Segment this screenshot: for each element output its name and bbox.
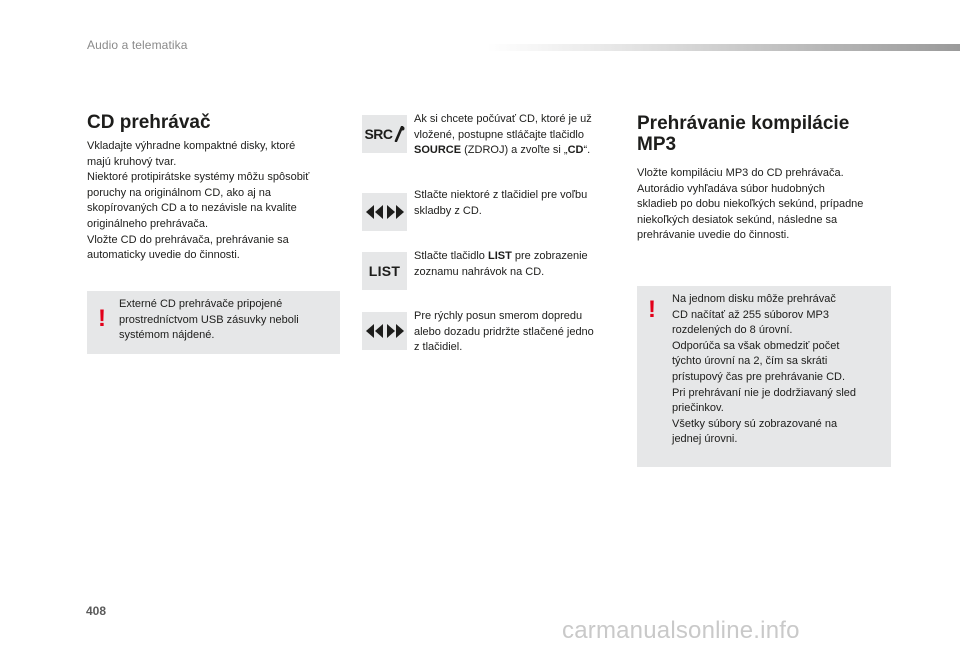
text-line: skopírovaných CD a to nezávisle na kvalite <box>87 202 297 215</box>
cd-option-name: CD <box>567 144 584 157</box>
text-line: Pri prehrávaní nie je dodržiavaný sled <box>672 386 857 399</box>
heading-line: Prehrávanie kompilácie <box>637 113 850 134</box>
text-line: Niektoré protipirátske systémy môžu spôsobiť <box>87 171 310 184</box>
text-line: Všetky súbory sú zobrazované na <box>672 417 838 430</box>
mp3-warning-box <box>637 286 891 467</box>
step-fast-seek-text <box>414 309 624 356</box>
text-line: Pre rýchly posun smerom dopredu <box>414 310 583 322</box>
step-track-select-text <box>414 188 624 219</box>
mp3-paragraph <box>637 166 887 244</box>
text-line: Ak si chcete počúvať CD, ktoré je už <box>414 113 592 125</box>
warning-text <box>672 292 884 448</box>
list-button-name: LIST <box>487 250 512 262</box>
text-line: jednej úrovni. <box>672 433 738 446</box>
text-fragment: “. <box>583 144 591 157</box>
list-label: LIST <box>368 263 401 279</box>
text-line: vložené, postupne stláčajte tlačidlo <box>414 128 584 141</box>
text-line <box>414 249 624 265</box>
cd-player-heading: CD prehrávač <box>87 112 211 133</box>
prev-next-arrows-glyph <box>365 204 405 220</box>
section-title: Audio a telematika <box>87 38 188 52</box>
text-line: niekoľkých desiatok sekúnd, následne sa <box>637 213 838 226</box>
step-list-text <box>414 249 624 280</box>
warning-exclamation-icon: ! <box>648 296 656 323</box>
warning-exclamation-icon: ! <box>98 305 106 332</box>
text-line: originálneho prehrávača. <box>87 217 209 230</box>
header-gradient-bar <box>487 44 960 51</box>
text-line: Externé CD prehrávače pripojené <box>119 298 283 310</box>
text-line: Vložte kompiláciu MP3 do CD prehrávača. <box>637 167 844 179</box>
text-line: Odporúča sa však obmedziť počet <box>672 339 840 352</box>
list-button-icon <box>362 252 407 290</box>
seek-arrows-glyph <box>365 323 405 339</box>
warning-text <box>119 297 331 344</box>
text-fragment: (ZDROJ) a zvoľte si „ <box>461 144 568 157</box>
track-select-arrows-icon <box>362 193 407 231</box>
fast-seek-arrows-icon <box>362 312 407 350</box>
text-line: automaticky uvedie do činnosti. <box>87 249 240 262</box>
text-line: alebo dozadu pridržte stlačené jedno <box>414 325 594 338</box>
phone-slash-glyph <box>393 126 405 142</box>
text-line: majú kruhový tvar. <box>87 155 177 168</box>
text-line: rozdelených do 8 úrovní. <box>672 324 793 337</box>
text-fragment: pre zobrazenie <box>511 250 588 262</box>
text-line: skladieb po dobu niekoľkých sekúnd, prípadne <box>637 198 864 211</box>
text-line: prostredníctvom USB zásuvky neboli <box>119 313 299 326</box>
text-line: Stlačte niektoré z tlačidiel pre voľbu <box>414 189 588 201</box>
src-label: SRC <box>364 126 393 142</box>
text-line: Vložte CD do prehrávača, prehrávanie sa <box>87 233 289 246</box>
text-line: Na jednom disku môže prehrávač <box>672 293 836 305</box>
text-line: skladby z CD. <box>414 204 482 217</box>
text-line: týchto úrovní na 2, čím sa skráti <box>672 355 828 368</box>
text-line: priečinkov. <box>672 402 724 415</box>
text-line: Vkladajte výhradne kompaktné disky, ktoré <box>87 140 296 152</box>
usb-cd-warning-box <box>87 291 340 354</box>
text-line: prístupový čas pre prehrávanie CD. <box>672 370 846 383</box>
src-button-icon <box>362 115 407 153</box>
step-source-text <box>414 112 624 159</box>
source-button-name: SOURCE <box>414 144 462 157</box>
heading-line: MP3 <box>637 134 677 155</box>
text-line <box>414 143 624 159</box>
text-line: systémom nájdené. <box>119 329 215 342</box>
mp3-heading <box>637 113 897 155</box>
text-line: poruchy na originálnom CD, ako aj na <box>87 186 272 199</box>
text-line: prehrávanie uvedie do činnosti. <box>637 229 790 242</box>
text-line: CD načítať až 255 súborov MP3 <box>672 308 829 321</box>
cd-player-paragraph <box>87 139 337 264</box>
text-line: z tlačidiel. <box>414 341 463 354</box>
page-number: 408 <box>86 604 107 618</box>
text-fragment: Stlačte tlačidlo <box>414 250 488 262</box>
text-line: Autorádio vyhľadáva súbor hudobných <box>637 182 825 195</box>
watermark: carmanualsonline.info <box>562 617 800 644</box>
text-line: zoznamu nahrávok na CD. <box>414 265 545 278</box>
